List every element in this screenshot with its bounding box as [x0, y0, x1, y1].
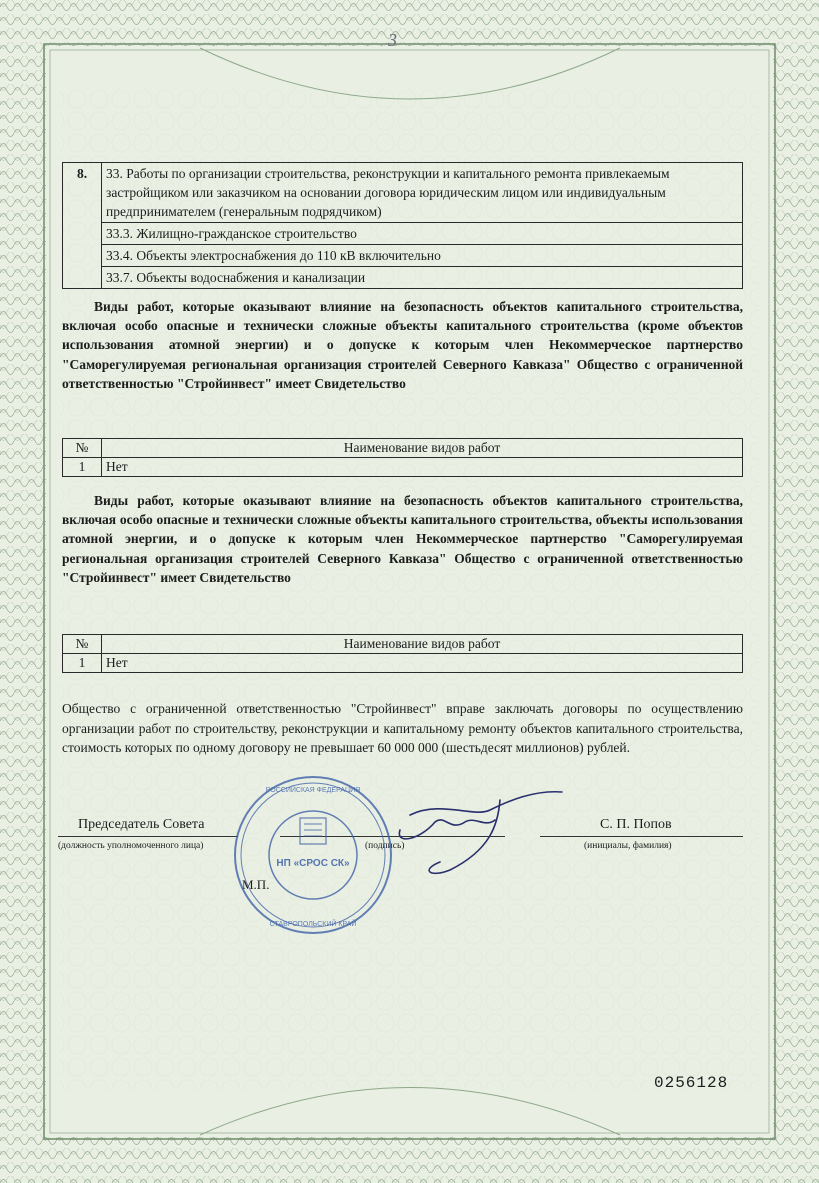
- row-value: Нет: [102, 458, 743, 477]
- handwritten-signature: [300, 770, 570, 880]
- row-value: Нет: [102, 654, 743, 673]
- col-header-name: Наименование видов работ: [102, 439, 743, 458]
- work-item: 33. Работы по организации строительства, реконструкции и капитального ремонта привлекаемым застройщиком или заказчиком на основании договора юридическим лицом или индивидуальным предпринимателем (генеральным подрядчиком): [102, 163, 743, 223]
- main-works-table: [62, 162, 743, 289]
- role-caption: (должность уполномоченного лица): [58, 841, 204, 851]
- signatory-name: С. П. Попов: [600, 817, 672, 832]
- page-number: 3: [388, 30, 397, 50]
- paragraph-nuclear: Виды работ, которые оказывают влияние на безопасность объектов капитального строительства, включая особо опасные и технически сложные объекты капитального строительства, объекты использования атомной энергии, и о допуске к которым член Некоммерческое партнерство "Саморегулируемая региональная организация строителей Северного Кавказа" Общество с ограниченной ответственностью "Стройинвест" имеет Свидетельство: [62, 493, 743, 585]
- seal-ring-bottom-text: СТАВРОПОЛЬСКИЙ КРАЙ: [269, 921, 357, 928]
- row-number: 1: [63, 458, 102, 477]
- work-item: 33.4. Объекты электроснабжения до 110 кВ включительно: [102, 245, 743, 267]
- signatory-role: Председатель Совета: [78, 817, 205, 832]
- col-header-number: №: [63, 635, 102, 654]
- works-table-nuclear: [62, 634, 743, 673]
- works-table-non-nuclear: [62, 438, 743, 477]
- serial-number: 0256128: [654, 1074, 729, 1092]
- row-number: 1: [63, 654, 102, 673]
- name-caption: (инициалы, фамилия): [584, 841, 672, 851]
- seal-ring-top-text: РОССИЙСКАЯ ФЕДЕРАЦИЯ: [265, 787, 361, 794]
- seal-place-label: М.П.: [242, 877, 270, 892]
- row-number: 8.: [63, 163, 102, 289]
- paragraph-contract-limit: Общество с ограниченной ответственностью "Стройинвест" вправе заключать договоры по осуществлению организации работ по строительству, реконструкции и капитальному ремонту объектов капитального строительства, стоимость которых по одному договору не превышает 60 000 000 (шестьдесят миллионов) рублей.: [62, 701, 743, 755]
- col-header-number: №: [63, 439, 102, 458]
- paragraph-non-nuclear: Виды работ, которые оказывают влияние на безопасность объектов капитального строительства, включая особо опасные и технически сложные объекты капитального строительства (кроме объектов использования атомной энергии) и о допуске к которым член Некоммерческое партнерство "Саморегулируемая региональная организация строителей Северного Кавказа" Общество с ограниченной ответственностью "Стройинвест" имеет Свидетельство: [62, 299, 743, 391]
- work-item: 33.7. Объекты водоснабжения и канализации: [102, 267, 743, 289]
- role-line: [58, 836, 238, 837]
- signature-caption: (подпись): [365, 841, 405, 851]
- seal-center-text: НП «СРОС СК»: [276, 858, 350, 869]
- col-header-name: Наименование видов работ: [102, 635, 743, 654]
- work-item: 33.3. Жилищно-гражданское строительство: [102, 223, 743, 245]
- name-line: [540, 836, 743, 837]
